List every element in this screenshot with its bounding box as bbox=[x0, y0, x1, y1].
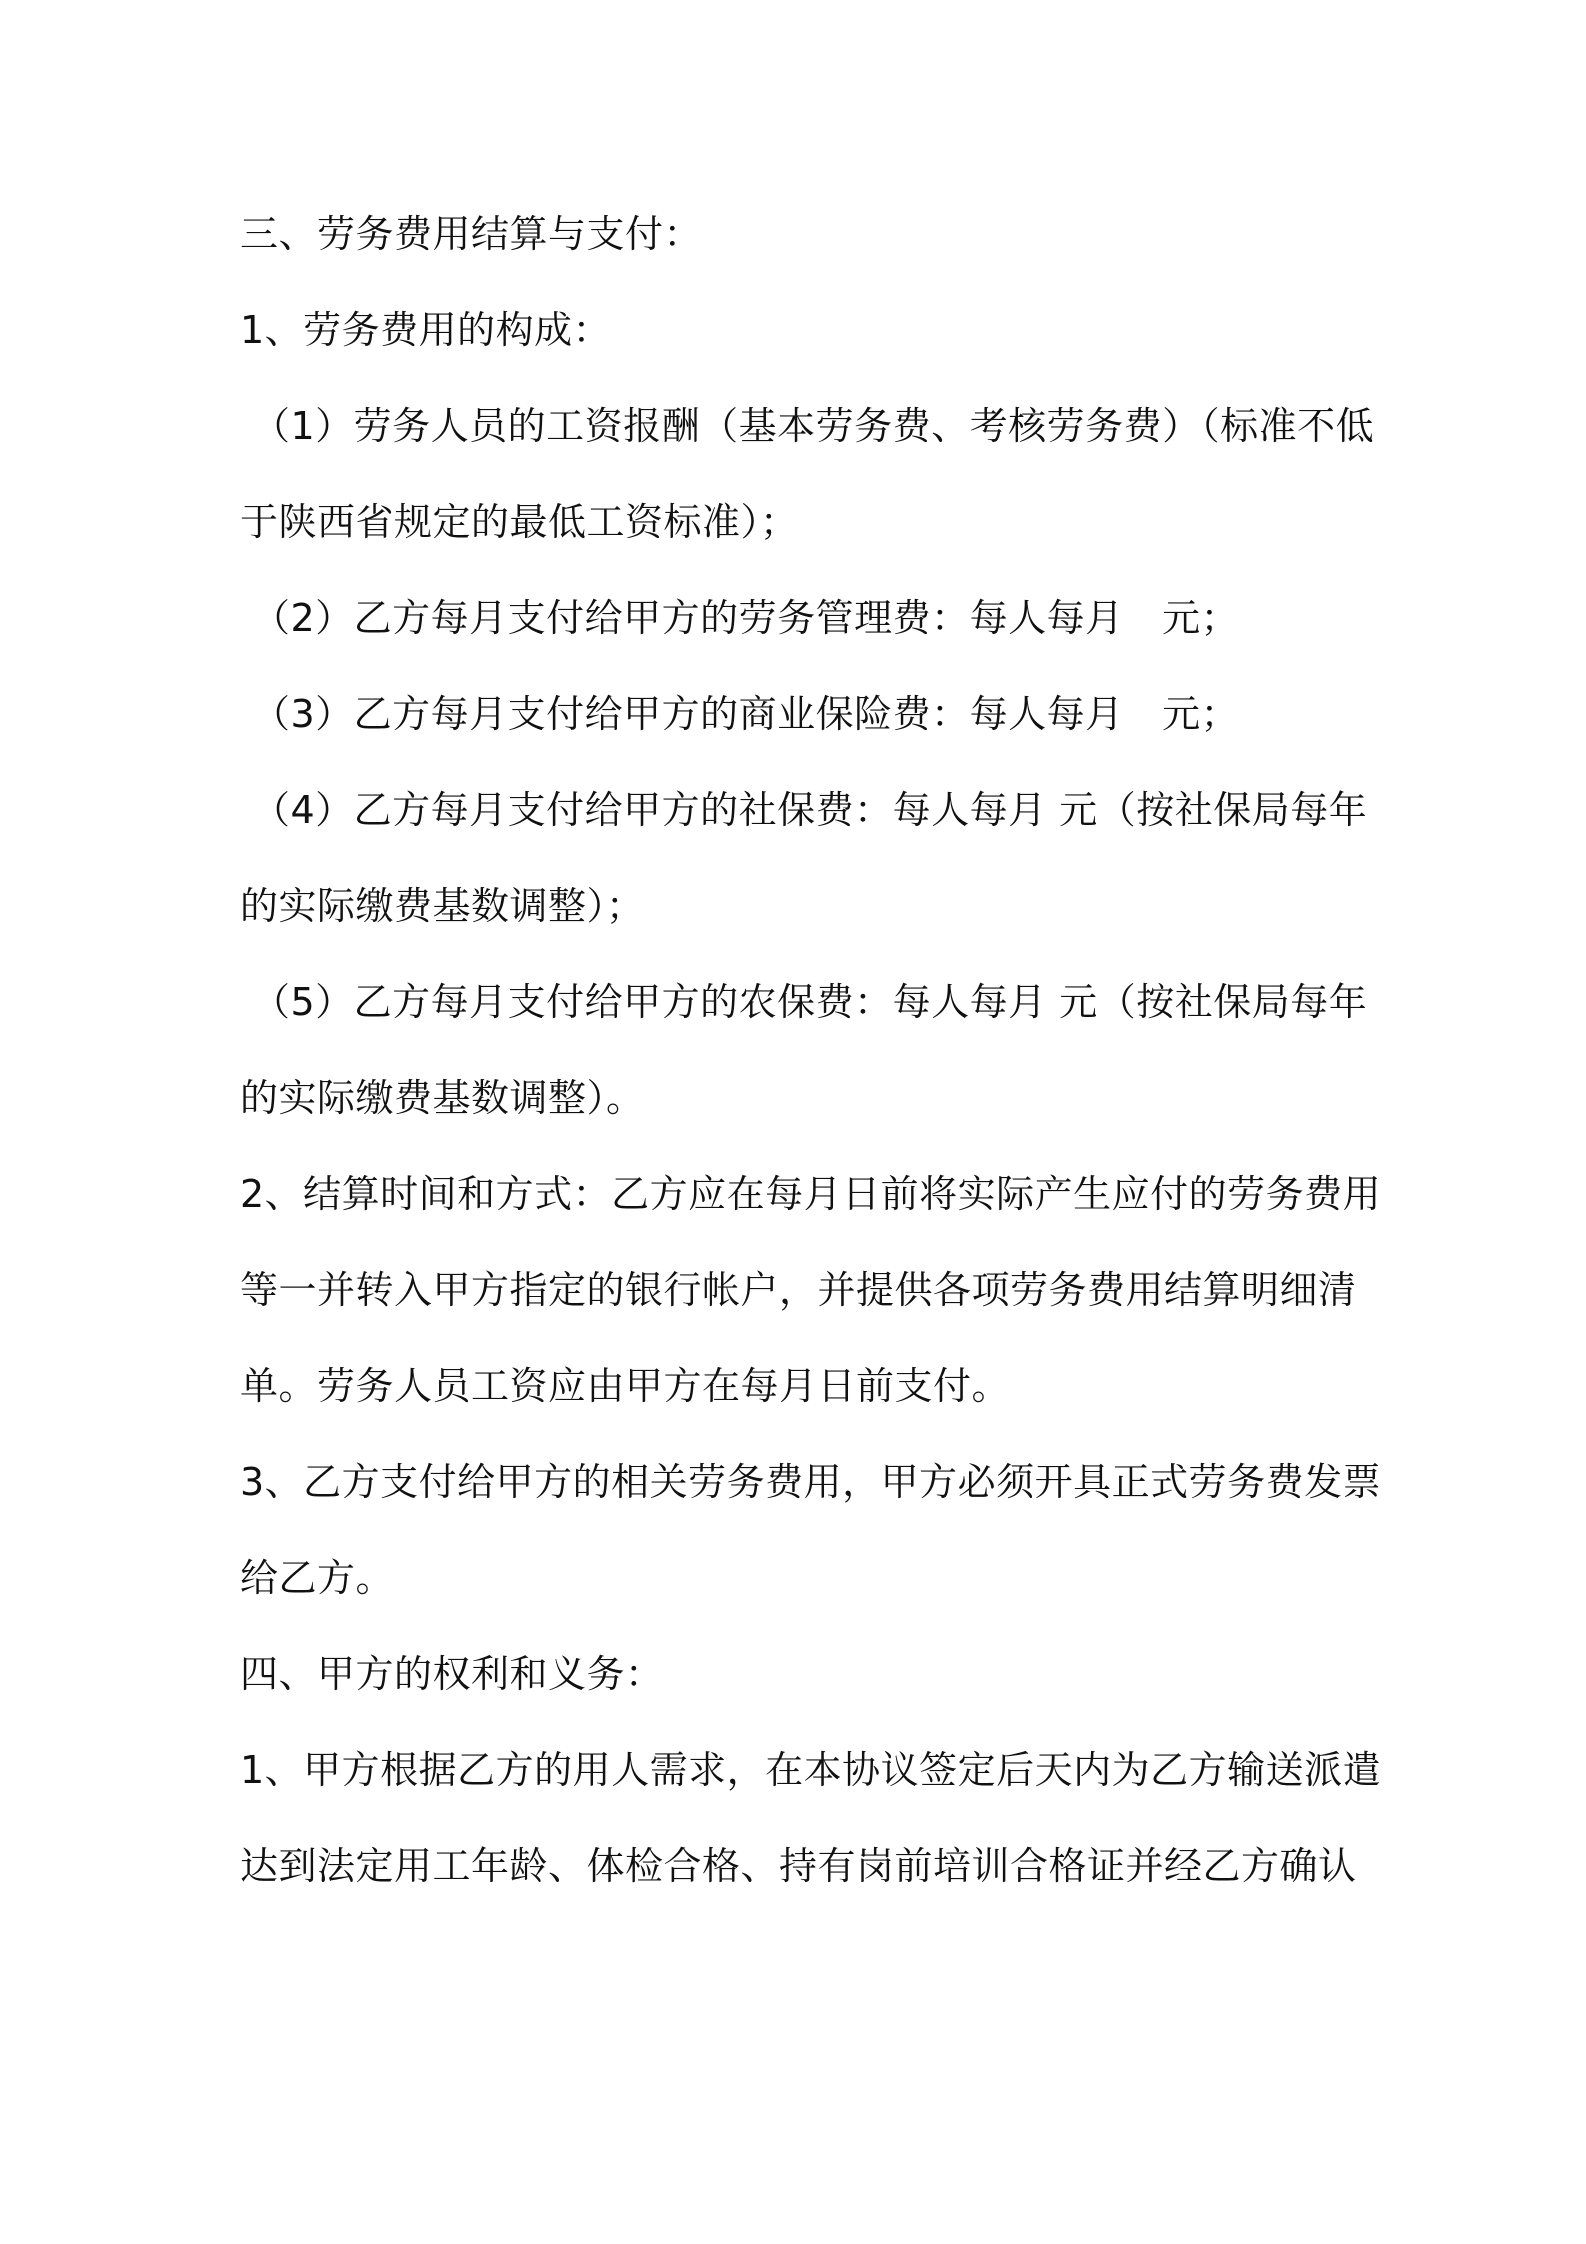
paragraph-line: 2、结算时间和方式：乙方应在每月日前将实际产生应付的劳务费用 bbox=[240, 1172, 1382, 1216]
paragraph-line: 的实际缴费基数调整）； bbox=[240, 884, 645, 928]
paragraph-line: 3、乙方支付给甲方的相关劳务费用，甲方必须开具正式劳务费发票 bbox=[240, 1460, 1382, 1504]
paragraph-line: （5）乙方每月支付给甲方的农保费：每人每月 元（按社保局每年 bbox=[252, 980, 1368, 1024]
paragraph-line: （1）劳务人员的工资报酬（基本劳务费、考核劳务费）（标准不低 bbox=[252, 404, 1375, 448]
paragraph-line: 于陕西省规定的最低工资标准）； bbox=[240, 500, 799, 544]
paragraph-line: 单。劳务人员工资应由甲方在每月日前支付。 bbox=[240, 1364, 1011, 1408]
paragraph-line: 等一并转入甲方指定的银行帐户，并提供各项劳务费用结算明细清 bbox=[240, 1268, 1357, 1312]
paragraph-line: 达到法定用工年龄、体检合格、持有岗前培训合格证并经乙方确认 bbox=[240, 1844, 1357, 1888]
paragraph-line: 1、劳务费用的构成： bbox=[240, 308, 612, 352]
section-heading-3: 三、劳务费用结算与支付： bbox=[240, 212, 703, 256]
paragraph-line: 给乙方。 bbox=[240, 1556, 395, 1600]
paragraph-line: 的实际缴费基数调整）。 bbox=[240, 1076, 645, 1120]
paragraph-line: 1、甲方根据乙方的用人需求，在本协议签定后天内为乙方输送派遣 bbox=[240, 1748, 1382, 1792]
paragraph-line: （4）乙方每月支付给甲方的社保费：每人每月 元（按社保局每年 bbox=[252, 788, 1368, 832]
paragraph-line: （2）乙方每月支付给甲方的劳务管理费：每人每月 元； bbox=[252, 596, 1240, 640]
paragraph-line: （3）乙方每月支付给甲方的商业保险费：每人每月 元； bbox=[252, 692, 1240, 736]
section-heading-4: 四、甲方的权利和义务： bbox=[240, 1652, 664, 1696]
